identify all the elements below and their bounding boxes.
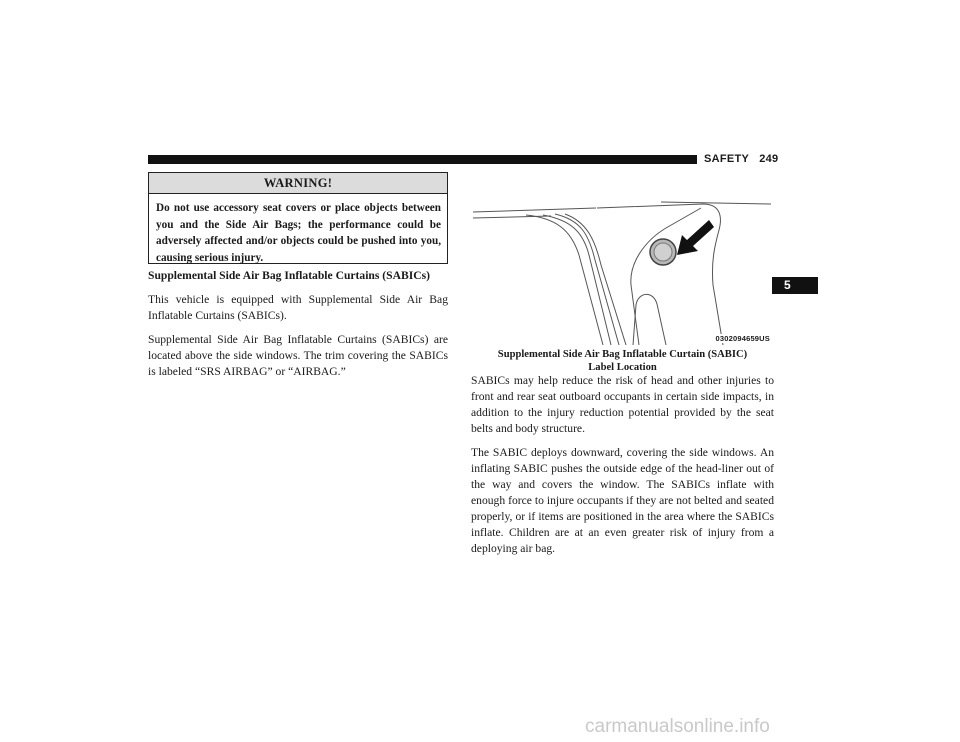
section-subheading: Supplemental Side Air Bag Inflatable Curtains (SABICs): [148, 269, 430, 282]
paragraph: SABICs may help reduce the risk of head and other injuries to front and rear seat outboard occupants in certain side impacts, in addition to the injury reduction potential provided by the seat belts and body structure.: [471, 374, 774, 435]
paragraph: The SABIC deploys downward, covering the side windows. An inflating SABIC pushes the outside edge of the head-liner out of the way and covers the window. The SABICs inflate with enough force to injure occupants if they are not belted and seated properly, or if items are positioned in the area where the SABICs inflate. Children are at an even greater risk of injury from a deploying air bag.: [471, 446, 774, 555]
vehicle-pillar-illustration: [471, 200, 774, 345]
right-column: [471, 373, 774, 565]
warning-box: [148, 172, 448, 264]
watermark: carmanualsonline.info: [585, 716, 770, 737]
paragraph: This vehicle is equipped with Supplemental Side Air Bag Inflatable Curtains (SABICs).: [148, 293, 448, 322]
caption-line: Supplemental Side Air Bag Inflatable Curtain (SABIC): [497, 349, 748, 360]
caption-line: Label Location: [588, 362, 657, 373]
figure-id: 0302094659US: [715, 334, 770, 343]
arrow-icon: [677, 220, 714, 255]
chapter-tab: 5: [772, 277, 818, 294]
header-rule: [148, 155, 697, 164]
running-header: [704, 153, 778, 165]
figure-caption: [471, 348, 774, 374]
warning-title: WARNING!: [149, 173, 447, 194]
left-column: [148, 268, 448, 388]
page-number: 249: [759, 153, 779, 165]
section-title: SAFETY: [704, 153, 750, 165]
paragraph: Supplemental Side Air Bag Inflatable Curtains (SABICs) are located above the side windows. The trim covering the SABICs is labeled “SRS AIRBAG” or “AIRBAG.”: [148, 333, 448, 378]
sabic-label-figure: [471, 200, 774, 345]
warning-text: Do not use accessory seat covers or place objects between you and the Side Air Bags; the performance could be adversely affected and/or objects could be pushed into you, causing serious injury.: [156, 202, 441, 264]
